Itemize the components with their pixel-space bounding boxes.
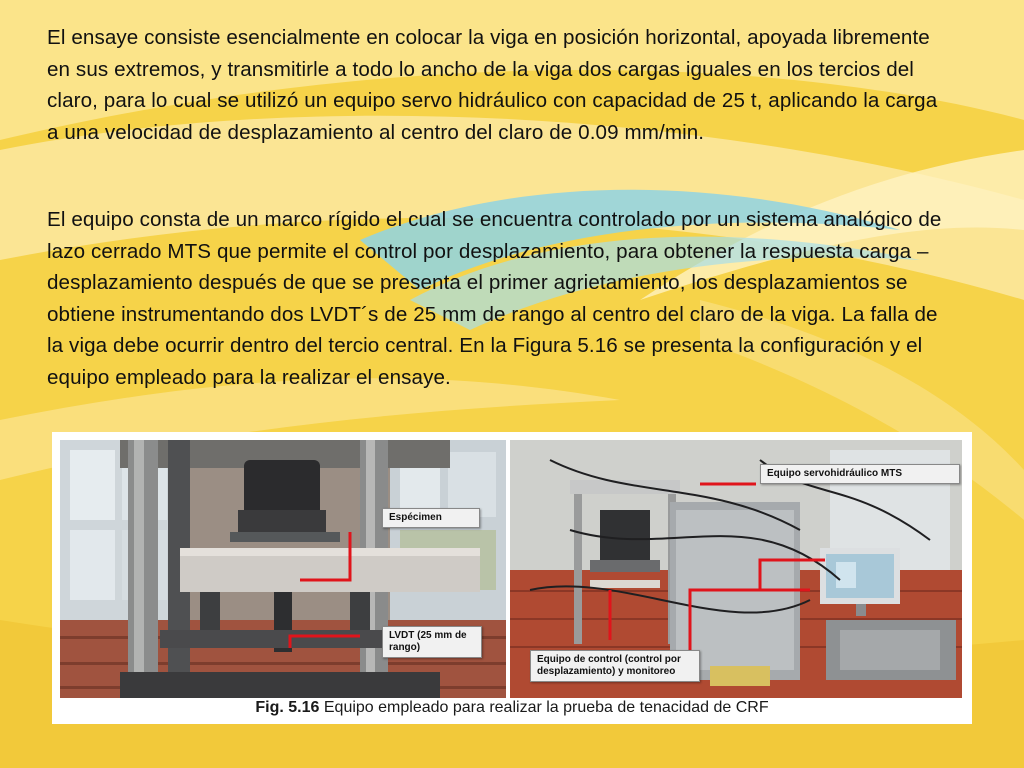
figure-caption-text: Equipo empleado para realizar la prueba de tenacidad de CRF xyxy=(323,699,769,716)
callout-control: Equipo de control (control por desplazamiento) y monitoreo xyxy=(530,650,700,682)
callout-mts: Equipo servohidráulico MTS xyxy=(760,464,960,484)
photo-mts-equipment xyxy=(510,440,962,698)
paragraph-test-description: El ensaye consiste esencialmente en colocar la viga en posición horizontal, apoyada libremente en sus extremos, y transmitirle a todo lo ancho de la viga dos cargas iguales en los tercios del claro, para lo cual se utilizó un equipo servo hidráulico con capacidad de 25 t, aplicando la carga a una velocidad de desplazamiento al centro del claro de 0.09 mm/min. xyxy=(47,26,938,144)
figure-caption xyxy=(52,699,972,717)
test-frame-illustration xyxy=(60,440,506,698)
paragraph-equipment-description: El equipo consta de un marco rígido el cual se encuentra controlado por un sistema analógico de lazo cerrado MTS que permite el control por desplazamiento, para obtener la respuesta carga – desplazamiento después de que se presenta el primer agrietamiento, los desplazamientos se obtiene instrumentando dos LVDT´s de 25 mm de rango al centro del claro de la viga. La falla de la viga debe ocurrir dentro del tercio central. En la Figura 5.16 se presenta la configuración y el equipo empleado para la realizar el ensaye. xyxy=(47,208,942,389)
callout-especimen: Espécimen xyxy=(382,508,480,528)
figure-caption-label: Fig. 5.16 xyxy=(255,699,320,716)
photo-test-frame-closeup xyxy=(60,440,506,698)
figure-5-16 xyxy=(52,432,972,724)
callout-lvdt: LVDT (25 mm de rango) xyxy=(382,626,482,658)
